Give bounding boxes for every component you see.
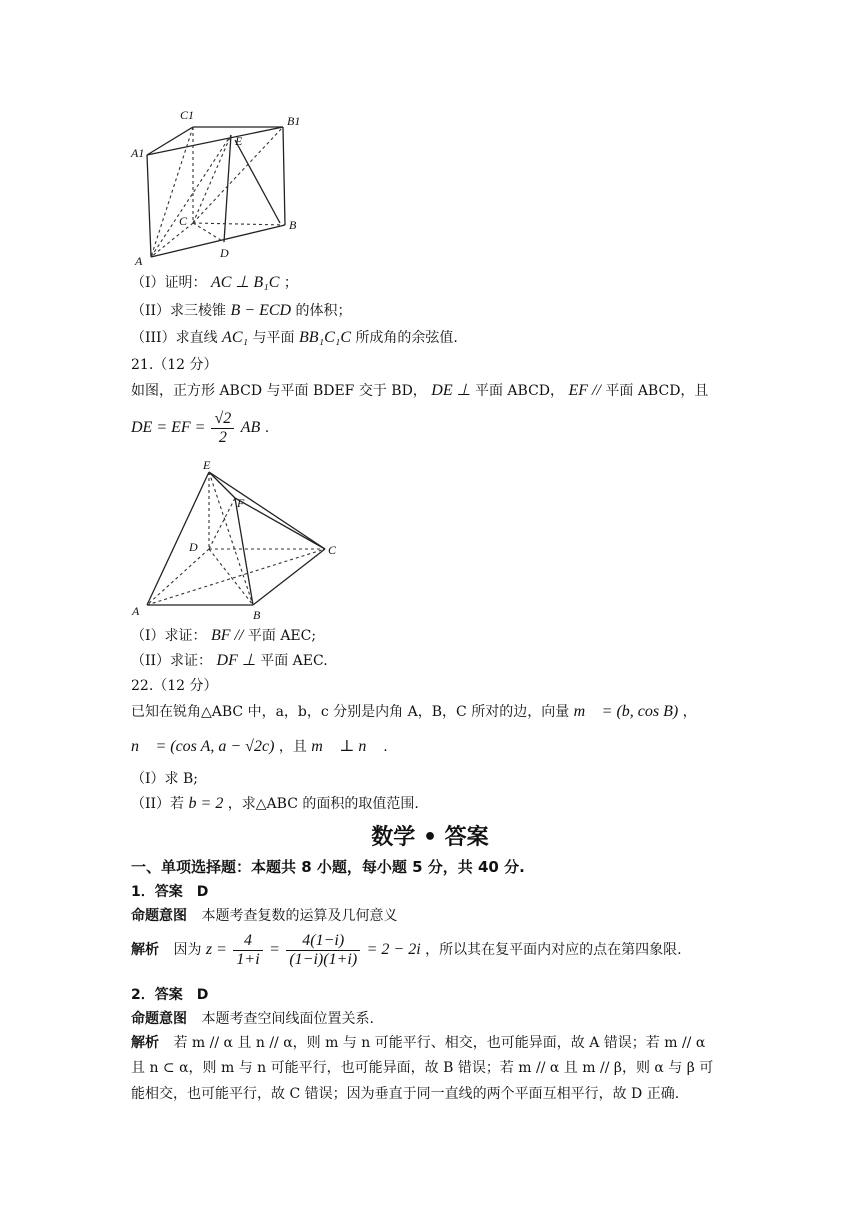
q20-p2-text: （II）求三棱锥 [131, 303, 227, 319]
q21-p1-text: （I）求证： [131, 628, 207, 644]
intent-label: 命题意图 [131, 908, 187, 924]
q20-p2-text2: 的体积； [295, 303, 352, 319]
q21-l1-text2: 平面 ABCD， [474, 383, 565, 399]
fraction-4-over-1plusi [233, 932, 262, 969]
fraction-numerator: 4 [233, 932, 262, 951]
q21-stem-line2 [131, 408, 269, 448]
q21-part1 [131, 626, 316, 646]
q22-l1-math: m⃗ = (b, cos B) [573, 703, 679, 720]
q21-heading: 21.（12 分） [131, 357, 218, 373]
label-C: C [328, 543, 337, 557]
fraction-denominator: 1+i [236, 950, 260, 968]
fraction-numerator: 4(1−i) [286, 932, 360, 951]
q22-l2-end: . [383, 739, 388, 755]
q21-p1-text2: 平面 AEC; [247, 628, 317, 644]
label-F: F [237, 496, 245, 510]
q20-part3 [131, 328, 458, 348]
label-E: E [235, 134, 243, 148]
answer2-heading [131, 985, 208, 1005]
q21-l1-text: 如图，正方形 ABCD 与平面 BDEF 交于 BD， [131, 383, 427, 399]
q21-l2-math: DE = EF = [131, 419, 210, 436]
answer1-head-text: 1．答案 D [131, 884, 209, 900]
q22-p2-math: b = 2 [188, 795, 224, 812]
answer2-intent [131, 1009, 374, 1029]
q22-part2 [131, 794, 419, 814]
answer1-intent [131, 906, 397, 926]
solution-label: 解析 [131, 942, 159, 958]
answer2-solution-line3: 能相交，也可能平行，故 C 错误；因为垂直于同一直线的两个平面互相平行，故 D 正确. [131, 1086, 680, 1102]
q22-l1-end: ， [682, 704, 697, 720]
answer2-solution-line1 [131, 1033, 705, 1053]
q22-stem-line1 [131, 702, 697, 722]
label-E: E [203, 458, 211, 472]
q21-p2-math: DF ⊥ [216, 652, 256, 669]
solution-math-z: z = [205, 941, 227, 958]
q22-p2-text: （II）若 [131, 796, 185, 812]
q20-p3-text: （III）求直线 [131, 330, 218, 346]
q22-l1-text: 已知在锐角△ABC 中，a，b，c 分别是内角 A，B，C 所对的边，向量 [131, 704, 570, 720]
q21-l2-end: . [264, 420, 270, 436]
q20-p2-math: B − ECD [230, 302, 292, 319]
fraction-denominator: (1−i)(1+i) [289, 950, 358, 968]
answer1-solution: 解析 因为 z = $\frac{4}{1+i}$ = $\frac{4(1-i)}{(1-i)(1+i)}$ = 2 − 2i ，所以其在复平面内对应的点在第四象限. [131, 931, 682, 968]
fraction-numerator: √2 [211, 410, 234, 429]
intent-text: 本题考查空间线面位置关系. [201, 1011, 374, 1027]
solution-conclusion: ，所以其在复平面内对应的点在第四象限. [425, 942, 682, 958]
q20-part2 [131, 301, 352, 321]
q21-p1-math: BF // [210, 627, 244, 644]
solution-result: = 2 − 2i [366, 941, 421, 958]
q20-p3-math2: BB₁C₁C [298, 329, 351, 346]
pyramid-figure [125, 458, 350, 623]
q20-p1-end: ； [283, 275, 298, 291]
q21-p2-text: （II）求证： [131, 653, 213, 669]
q22-l2-math2: m⃗ ⊥ n⃗ [311, 738, 379, 755]
q22-part1: （I）求 B; [131, 771, 198, 787]
label-A1: A1 [131, 146, 145, 160]
solution-text: 因为 [173, 942, 202, 958]
fraction-denominator: 2 [218, 428, 227, 446]
q21-part2 [131, 651, 328, 671]
answer1-heading [131, 882, 208, 902]
q22-p2-text2: ，求△ABC 的面积的取值范围. [227, 796, 419, 812]
answer2-head-text: 2．答案 D [131, 987, 209, 1003]
solution-line1: 若 m // α 且 n // α，则 m 与 n 可能平行、相交，也可能异面，故 A 错误；若 m // α [173, 1035, 706, 1051]
label-A: A [132, 604, 140, 618]
q20-part1 [131, 273, 298, 293]
sqrt2-over-2-fraction [211, 410, 234, 447]
q21-stem-line1 [131, 381, 708, 401]
intent-label: 命题意图 [131, 1011, 187, 1027]
q20-p1-math: AC ⊥ B₁C [210, 274, 280, 291]
q21-l1-math1: DE ⊥ [431, 382, 471, 399]
q20-p1-text: （I）证明： [131, 275, 207, 291]
label-B: B [253, 608, 261, 622]
intent-text: 本题考查复数的运算及几何意义 [201, 908, 398, 924]
q21-l2-ab: AB [240, 419, 261, 436]
label-B1: B1 [287, 114, 301, 128]
q22-l2-text: ，且 [278, 739, 307, 755]
q20-p3-text2: 与平面 [252, 330, 295, 346]
label-B: B [289, 218, 297, 232]
answers-title: 数学 • 答案 [371, 825, 489, 850]
q22-l2-math: n⃗ = (cos A, a − √2c) [131, 738, 275, 755]
section-heading: 一、单项选择题：本题共 8 小题，每小题 5 分，共 40 分. [131, 858, 525, 876]
label-D: D [220, 246, 229, 260]
label-A: A [135, 254, 143, 268]
q20-p3-math1: AC₁ [222, 329, 249, 346]
answer2-solution-line2: 且 n ⊂ α，则 m 与 n 可能平行，也可能异面，故 B 错误；若 m // α 且 m // β，则 α 与 β 可 [131, 1060, 714, 1076]
q22-stem-line2 [131, 737, 388, 757]
q21-p2-text2: 平面 AEC. [260, 653, 328, 669]
label-D: D [189, 540, 198, 554]
fraction-conjugate [286, 932, 360, 969]
q22-heading: 22.（12 分） [131, 678, 218, 694]
label-C: C [179, 214, 188, 228]
solution-label: 解析 [131, 1035, 159, 1051]
label-C1: C1 [180, 108, 195, 122]
prism-figure [125, 105, 315, 270]
q20-p3-text3: 所成角的余弦值. [355, 330, 458, 346]
q21-l1-text3: 平面 ABCD，且 [605, 383, 709, 399]
q21-l1-math2: EF // [568, 382, 601, 399]
